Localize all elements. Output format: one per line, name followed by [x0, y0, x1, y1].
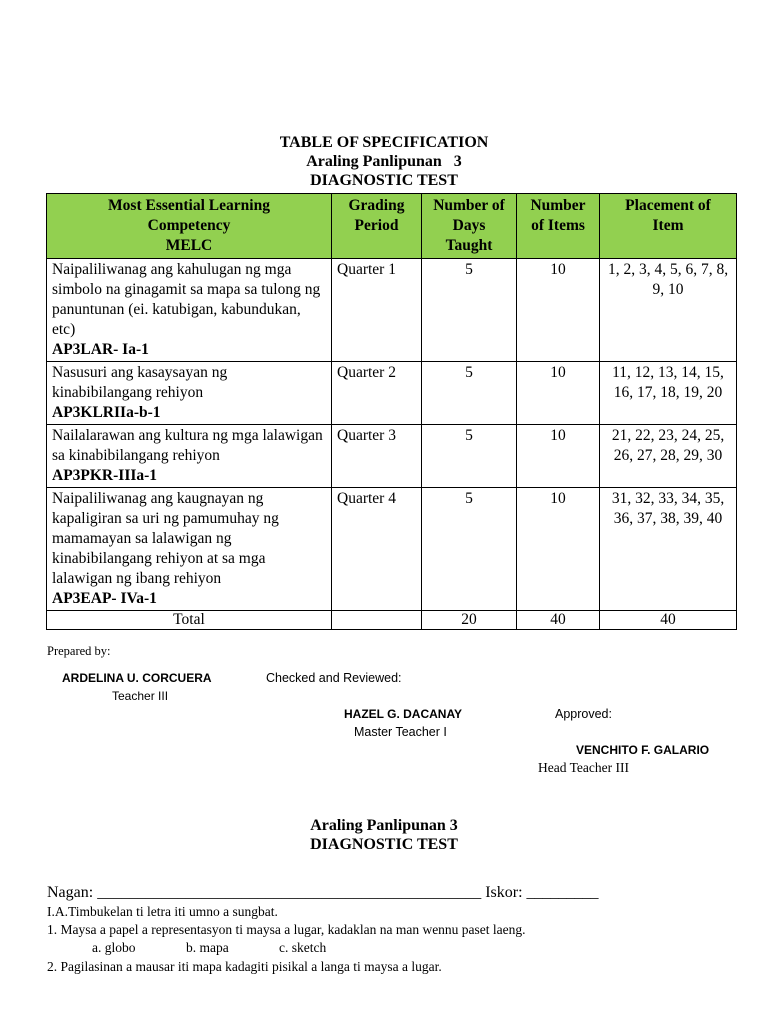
header-melc-line2: Competency: [147, 217, 231, 234]
header-items-line2: of Items: [531, 217, 585, 234]
header-melc-line1: Most Essential Learning: [108, 197, 270, 214]
melc-text: Nasusuri ang kasaysayan ng kinabibilangang rehiyon: [52, 364, 228, 401]
checker-title: Master Teacher I: [354, 725, 447, 739]
melc-text: Naipaliliwanag ang kaugnayan ng kapaligiran sa uri ng pamumuhay ng mamamayan sa lalawigan ng kinabibilangang rehiyon at sa mga lalawigan ng ibang rehiyon: [52, 490, 279, 587]
test-subject: Araling Panlipunan 3: [310, 817, 458, 834]
test-header: [0, 816, 768, 854]
total-placement: 40: [600, 611, 737, 630]
specification-table: [46, 193, 737, 630]
items-cell: 10: [517, 362, 600, 425]
table-row: [47, 425, 737, 488]
header-days-taught: [422, 194, 517, 259]
header-days-line2: Days: [452, 217, 486, 234]
melc-cell: [47, 488, 332, 611]
header-placement-line1: Placement of: [625, 197, 711, 214]
test-title: DIAGNOSTIC TEST: [310, 836, 458, 853]
items-cell: 10: [517, 488, 600, 611]
grading-period-cell: Quarter 2: [332, 362, 422, 425]
question-1: 1. Maysa a papel a representasyon ti maysa a lugar, kadaklan na man wennu paset laeng.: [47, 922, 526, 937]
name-score-line: [47, 884, 599, 902]
placement-cell: 11, 12, 13, 14, 15, 16, 17, 18, 19, 20: [600, 362, 737, 425]
placement-cell: 31, 32, 33, 34, 35, 36, 37, 38, 39, 40: [600, 488, 737, 611]
approver-title: Head Teacher III: [538, 760, 629, 775]
melc-code: AP3KLRIIa-b-1: [52, 404, 161, 421]
total-items: 40: [517, 611, 600, 630]
table-row: [47, 259, 737, 362]
instruction-text: I.A.Timbukelan ti letra iti umno a sungbat.: [47, 904, 278, 919]
grading-period-cell: Quarter 1: [332, 259, 422, 362]
header-period-line1: Grading: [348, 197, 405, 214]
placement-cell: 21, 22, 23, 24, 25, 26, 27, 28, 29, 30: [600, 425, 737, 488]
grading-period-cell: Quarter 4: [332, 488, 422, 611]
melc-code: AP3EAP- IVa-1: [52, 590, 157, 607]
grading-period-cell: Quarter 3: [332, 425, 422, 488]
days-cell: 5: [422, 488, 517, 611]
melc-text: Nailalarawan ang kultura ng mga lalawigan sa kinabibilangang rehiyon: [52, 427, 323, 464]
header-melc-line3: MELC: [165, 237, 213, 254]
melc-text: Naipaliliwanag ang kahulugan ng mga simbolo na ginagamit sa mapa sa tulong ng panuntunan (ei. katubigan, kabundukan, etc): [52, 261, 321, 338]
days-cell: 5: [422, 362, 517, 425]
melc-cell: [47, 425, 332, 488]
total-label: Total: [47, 611, 332, 630]
preparer-title: Teacher III: [112, 689, 169, 703]
days-cell: 5: [422, 259, 517, 362]
header-test-type: DIAGNOSTIC TEST: [310, 172, 458, 189]
placement-cell: 1, 2, 3, 4, 5, 6, 7, 8, 9, 10: [600, 259, 737, 362]
table-row: [47, 488, 737, 611]
approver-name: VENCHITO F. GALARIO: [576, 743, 710, 757]
question-2: 2. Pagilasinan a mausar iti mapa kadagiti pisikal a langa ti maysa a lugar.: [47, 959, 442, 974]
total-days: 20: [422, 611, 517, 630]
header-placement-line2: Item: [652, 217, 684, 234]
header-days-line1: Number of: [433, 197, 505, 214]
header-title: TABLE OF SPECIFICATION: [279, 134, 489, 151]
header-melc: [47, 194, 332, 259]
header-subject: Araling Panlipunan 3: [306, 153, 462, 170]
choice-c[interactable]: c. sketch: [279, 940, 327, 955]
melc-code: AP3LAR- Ia-1: [52, 341, 149, 358]
name-label: Nagan:: [47, 884, 94, 901]
table-total-row: [47, 611, 737, 630]
items-cell: 10: [517, 259, 600, 362]
checker-name: HAZEL G. DACANAY: [344, 707, 463, 721]
days-cell: 5: [422, 425, 517, 488]
header-days-line3: Taught: [445, 237, 493, 254]
score-label: Iskor:: [485, 884, 523, 901]
melc-cell: [47, 362, 332, 425]
header-grading-period: [332, 194, 422, 259]
prepared-by-label: Prepared by:: [47, 644, 111, 658]
header-placement: [600, 194, 737, 259]
header-items-line1: Number: [530, 197, 586, 214]
checked-reviewed-label: Checked and Reviewed:: [266, 671, 402, 685]
melc-cell: [47, 259, 332, 362]
choice-b[interactable]: b. mapa: [186, 940, 229, 955]
name-field[interactable]: ________________________________________________: [97, 884, 482, 901]
table-row: [47, 362, 737, 425]
preparer-name: ARDELINA U. CORCUERA: [62, 671, 212, 685]
approved-label: Approved:: [555, 707, 612, 721]
header-number-of-items: [517, 194, 600, 259]
melc-code: AP3PKR-IIIa-1: [52, 467, 158, 484]
header-period-line2: Period: [354, 217, 399, 234]
table-header-row: [47, 194, 737, 259]
choice-a[interactable]: a. globo: [92, 940, 136, 955]
items-cell: 10: [517, 425, 600, 488]
document-header: [0, 133, 768, 190]
score-field[interactable]: _________: [526, 884, 599, 901]
total-period: [332, 611, 422, 630]
